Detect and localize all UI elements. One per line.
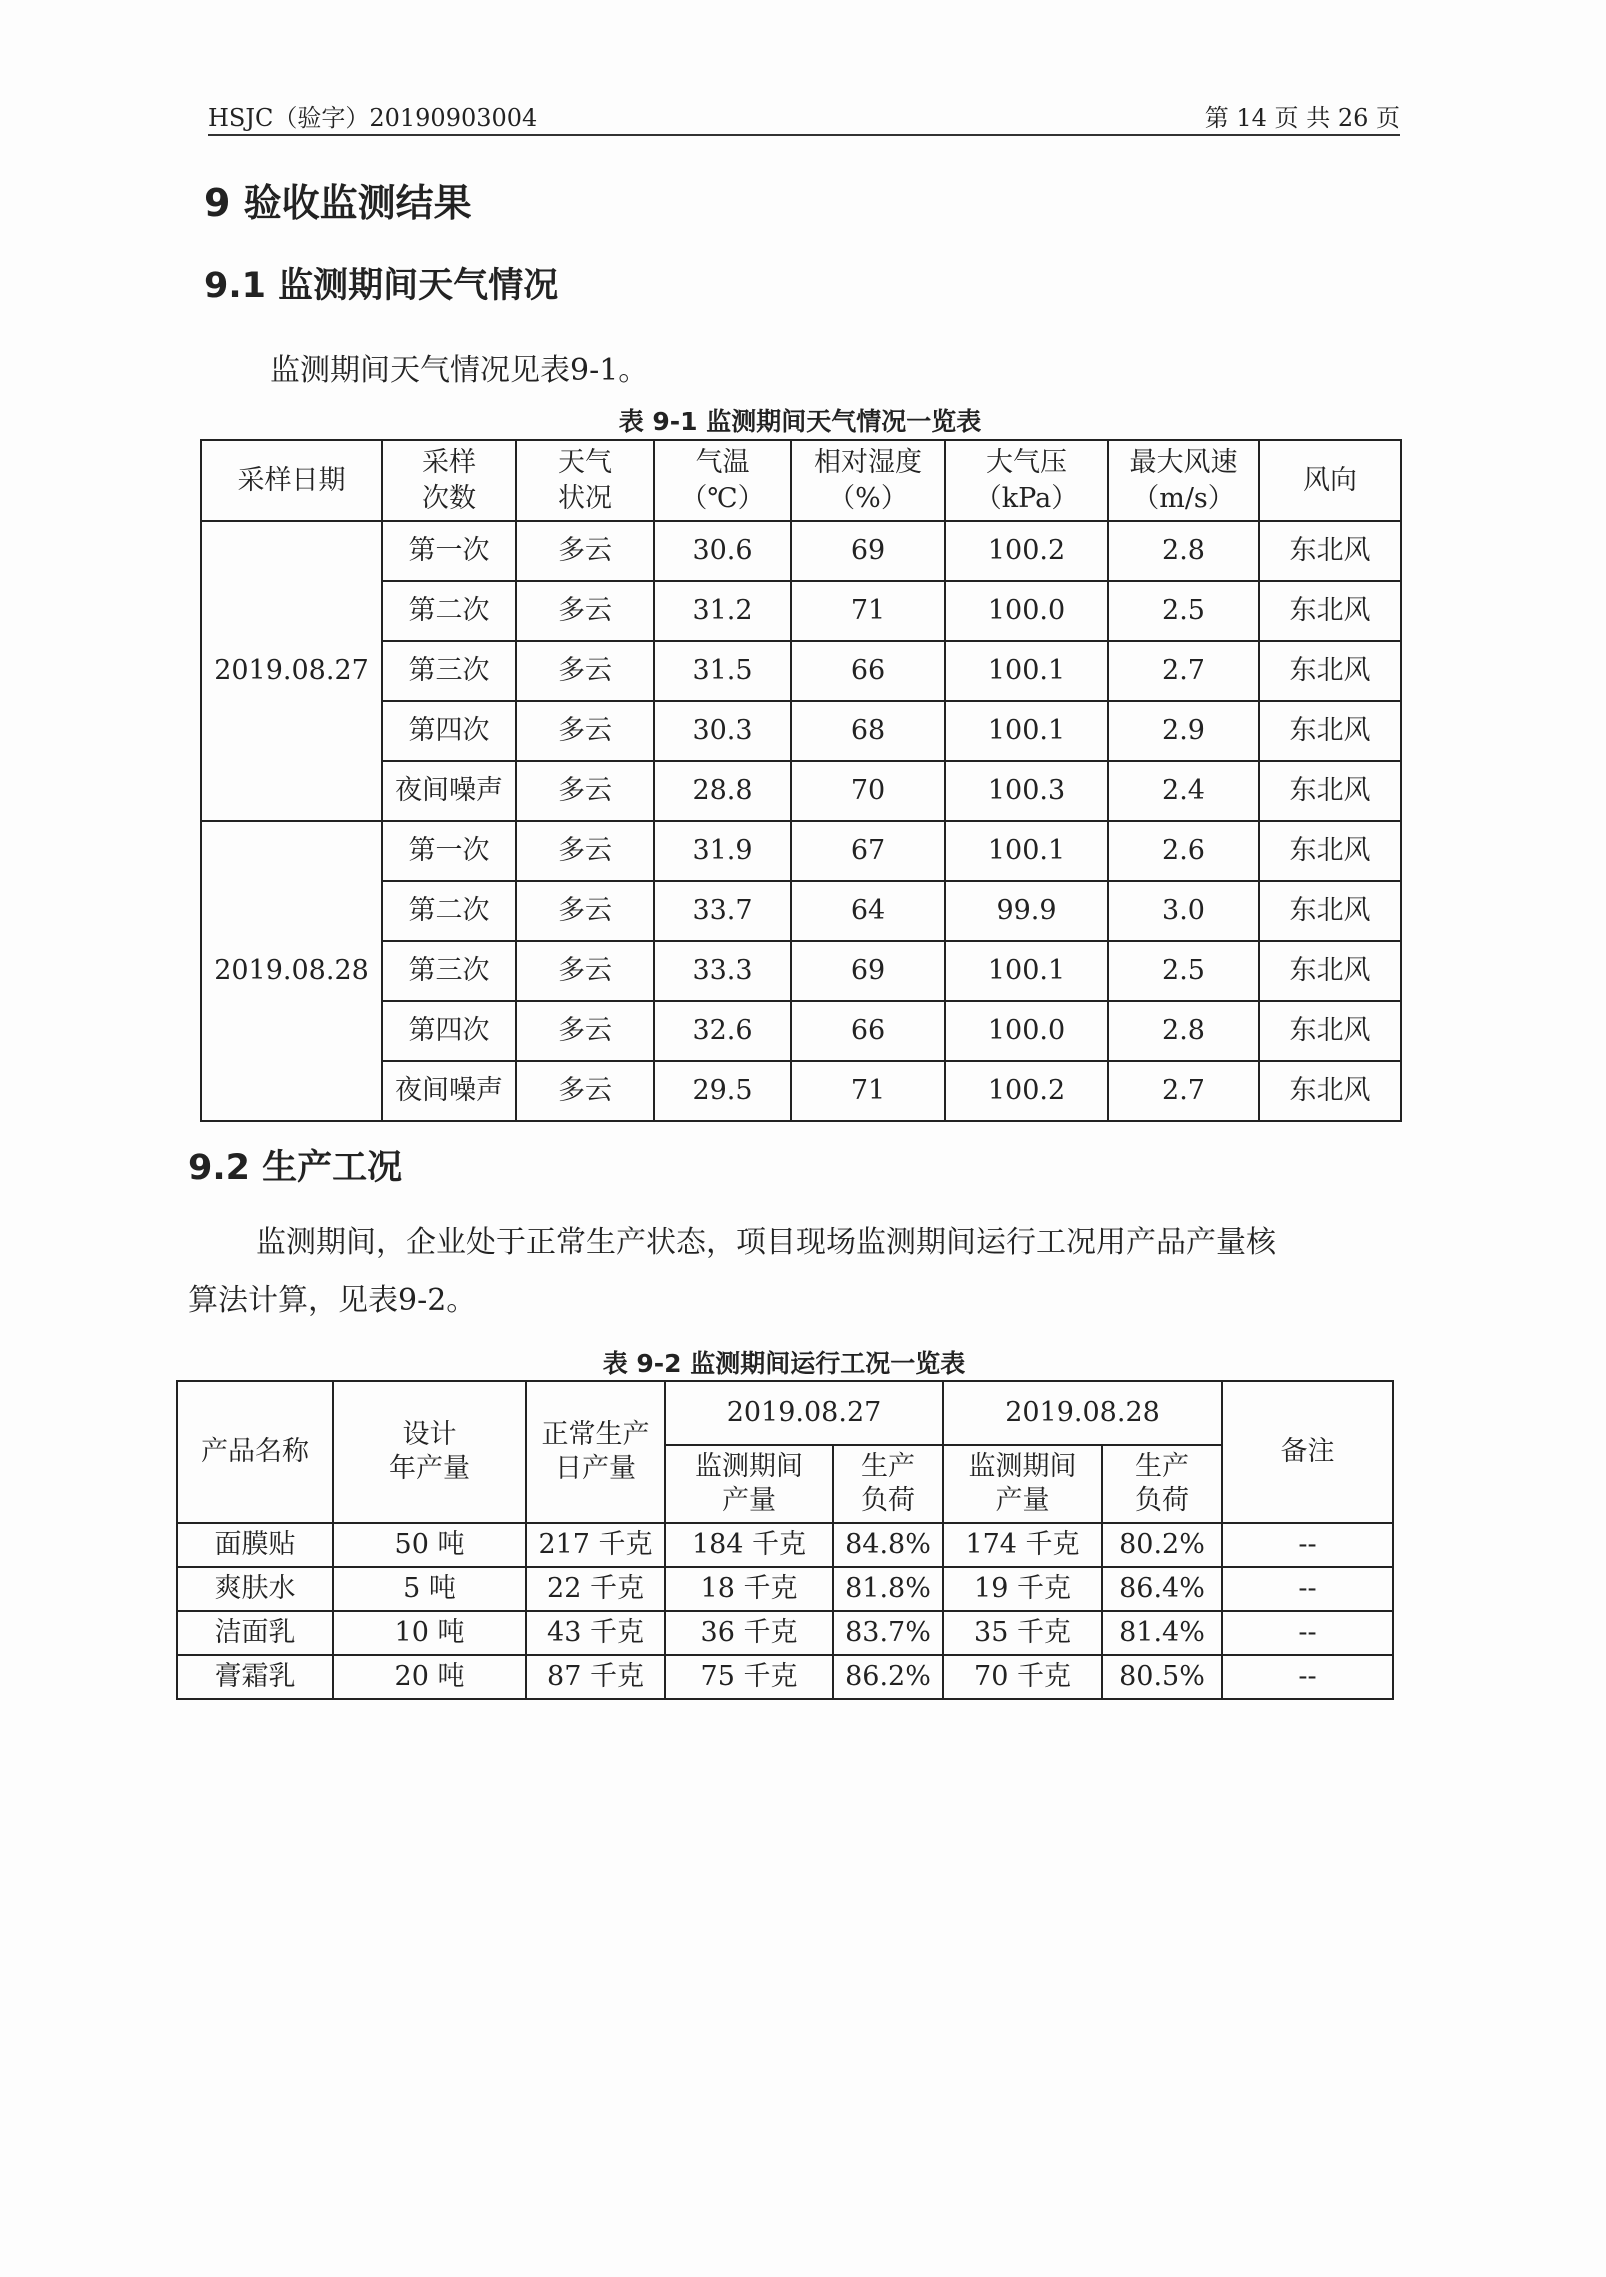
table-cell: 36 千克 bbox=[665, 1611, 833, 1655]
table-9-1-caption: 表 9-1 监测期间天气情况一览表 bbox=[618, 407, 982, 436]
header-line: 最大风速 bbox=[1129, 446, 1238, 478]
table-cell: 2.8 bbox=[1108, 521, 1259, 581]
table-9-2-caption: 表 9-2 监测期间运行工况一览表 bbox=[602, 1349, 966, 1378]
table-cell: 80.2% bbox=[1102, 1523, 1222, 1567]
table-cell: 84.8% bbox=[833, 1523, 943, 1567]
header-cell: 备注 bbox=[1222, 1381, 1393, 1523]
table-cell: 43 千克 bbox=[526, 1611, 665, 1655]
header-cell: 风向 bbox=[1259, 440, 1401, 521]
table-cell: 第一次 bbox=[382, 821, 516, 881]
table-cell: 2.7 bbox=[1108, 1061, 1259, 1121]
table-cell: 多云 bbox=[516, 641, 654, 701]
table-cell: 87 千克 bbox=[526, 1655, 665, 1699]
table-row bbox=[177, 1567, 1393, 1611]
table-cell: 217 千克 bbox=[526, 1523, 665, 1567]
production-table bbox=[176, 1380, 1394, 1700]
section-9-1-title: 9.1 监测期间天气情况 bbox=[204, 266, 559, 306]
table-cell: 第二次 bbox=[382, 881, 516, 941]
table-cell: 28.8 bbox=[654, 761, 791, 821]
header-line: 负荷 bbox=[1135, 1485, 1189, 1516]
table-cell: 2.5 bbox=[1108, 581, 1259, 641]
table-cell: 67 bbox=[791, 821, 945, 881]
document-id: HSJC（验字）20190903004 bbox=[208, 104, 538, 132]
header-line: （%） bbox=[828, 482, 908, 514]
section-9-2-para-line1: 监测期间，企业处于正常生产状态，项目现场监测期间运行工况用产品产量核 bbox=[256, 1225, 1276, 1260]
header-line: （℃） bbox=[680, 482, 765, 514]
section-9-title: 9 验收监测结果 bbox=[204, 181, 472, 225]
table-cell: 70 bbox=[791, 761, 945, 821]
table-cell: 2.5 bbox=[1108, 941, 1259, 1001]
header-line: 设计 bbox=[402, 1419, 457, 1450]
table-cell: 19 千克 bbox=[943, 1567, 1102, 1611]
table-cell: 多云 bbox=[516, 881, 654, 941]
table-cell: 70 千克 bbox=[943, 1655, 1102, 1699]
table-cell: 东北风 bbox=[1259, 761, 1401, 821]
table-row bbox=[201, 821, 1401, 881]
header-cell bbox=[791, 440, 945, 521]
header-line: （m/s） bbox=[1132, 482, 1235, 514]
table-cell: 184 千克 bbox=[665, 1523, 833, 1567]
header-line: 日产量 bbox=[555, 1453, 636, 1484]
header-line: （kPa） bbox=[974, 482, 1079, 514]
table-cell: 东北风 bbox=[1259, 581, 1401, 641]
table-cell: 5 吨 bbox=[333, 1567, 526, 1611]
table-cell: 33.3 bbox=[654, 941, 791, 1001]
table-cell: 第一次 bbox=[382, 521, 516, 581]
table-cell: 35 千克 bbox=[943, 1611, 1102, 1655]
section-9-2-para-line2: 算法计算，见表9-2。 bbox=[188, 1283, 477, 1318]
table-cell: 100.1 bbox=[945, 941, 1108, 1001]
table-cell: 东北风 bbox=[1259, 521, 1401, 581]
header-line: 监测期间 bbox=[968, 1451, 1077, 1482]
table-cell: 3.0 bbox=[1108, 881, 1259, 941]
table-cell: 东北风 bbox=[1259, 941, 1401, 1001]
table-cell: 81.4% bbox=[1102, 1611, 1222, 1655]
header-cell bbox=[833, 1445, 943, 1523]
table-cell: 100.2 bbox=[945, 1061, 1108, 1121]
header-line: 产量 bbox=[995, 1485, 1050, 1516]
header-line: 负荷 bbox=[861, 1485, 915, 1516]
section-9-2-title: 9.2 生产工况 bbox=[188, 1148, 403, 1188]
table-cell: -- bbox=[1222, 1655, 1393, 1699]
table-cell: 20 吨 bbox=[333, 1655, 526, 1699]
table-cell: 东北风 bbox=[1259, 1001, 1401, 1061]
table-row bbox=[177, 1611, 1393, 1655]
table-cell: 第三次 bbox=[382, 941, 516, 1001]
header-line: 正常生产 bbox=[541, 1419, 650, 1450]
table-cell: 50 吨 bbox=[333, 1523, 526, 1567]
table-cell: 80.5% bbox=[1102, 1655, 1222, 1699]
table-cell: 81.8% bbox=[833, 1567, 943, 1611]
weather-table bbox=[200, 439, 1402, 1122]
table-cell: 32.6 bbox=[654, 1001, 791, 1061]
table-cell: 多云 bbox=[516, 581, 654, 641]
table-cell: 第四次 bbox=[382, 701, 516, 761]
table-cell: 31.5 bbox=[654, 641, 791, 701]
table-cell: 100.2 bbox=[945, 521, 1108, 581]
header-cell: 2019.08.28 bbox=[943, 1381, 1222, 1445]
table-cell: 10 吨 bbox=[333, 1611, 526, 1655]
table-cell: 64 bbox=[791, 881, 945, 941]
header-line: 生产 bbox=[861, 1451, 915, 1482]
table-cell: 洁面乳 bbox=[177, 1611, 333, 1655]
table-cell: 33.7 bbox=[654, 881, 791, 941]
table-cell: 第二次 bbox=[382, 581, 516, 641]
table-row bbox=[177, 1655, 1393, 1699]
table-cell: 2.8 bbox=[1108, 1001, 1259, 1061]
table-cell: 86.4% bbox=[1102, 1567, 1222, 1611]
header-line: 次数 bbox=[422, 482, 476, 514]
table-cell: 174 千克 bbox=[943, 1523, 1102, 1567]
table-cell: 多云 bbox=[516, 821, 654, 881]
table-cell: 夜间噪声 bbox=[382, 761, 516, 821]
table-cell: 多云 bbox=[516, 1001, 654, 1061]
header-line: 大气压 bbox=[986, 446, 1067, 478]
table-cell: 东北风 bbox=[1259, 641, 1401, 701]
table-row bbox=[201, 521, 1401, 581]
table-cell: 100.1 bbox=[945, 641, 1108, 701]
header-line: 状况 bbox=[558, 482, 612, 514]
header-cell bbox=[516, 440, 654, 521]
table-cell: 100.1 bbox=[945, 821, 1108, 881]
header-line: 天气 bbox=[558, 446, 612, 478]
header-cell bbox=[333, 1381, 526, 1523]
table-cell: 99.9 bbox=[945, 881, 1108, 941]
table-cell: 多云 bbox=[516, 521, 654, 581]
header-line: 产量 bbox=[722, 1485, 776, 1516]
table-cell: 多云 bbox=[516, 941, 654, 1001]
table-cell: 69 bbox=[791, 941, 945, 1001]
header-line: 相对湿度 bbox=[814, 446, 922, 478]
table-cell: 31.9 bbox=[654, 821, 791, 881]
header-cell bbox=[945, 440, 1108, 521]
table-cell: 100.3 bbox=[945, 761, 1108, 821]
table-cell: 100.0 bbox=[945, 1001, 1108, 1061]
header-cell bbox=[943, 1445, 1102, 1523]
header-cell bbox=[1102, 1445, 1222, 1523]
table-cell: 68 bbox=[791, 701, 945, 761]
table-cell: 75 千克 bbox=[665, 1655, 833, 1699]
table-cell: 2.9 bbox=[1108, 701, 1259, 761]
sample-date-cell: 2019.08.28 bbox=[201, 821, 382, 1121]
weather-table-header bbox=[201, 440, 1401, 521]
table-cell: 第三次 bbox=[382, 641, 516, 701]
header-cell: 2019.08.27 bbox=[665, 1381, 943, 1445]
table-cell: -- bbox=[1222, 1567, 1393, 1611]
table-cell: 69 bbox=[791, 521, 945, 581]
table-cell: 东北风 bbox=[1259, 881, 1401, 941]
table-cell: 第四次 bbox=[382, 1001, 516, 1061]
table-row bbox=[177, 1523, 1393, 1567]
table-cell: 2.4 bbox=[1108, 761, 1259, 821]
table-cell: 2.6 bbox=[1108, 821, 1259, 881]
header-cell bbox=[382, 440, 516, 521]
page-header bbox=[208, 96, 1400, 136]
table-cell: 2.7 bbox=[1108, 641, 1259, 701]
header-line: 监测期间 bbox=[695, 1451, 803, 1482]
header-cell bbox=[1108, 440, 1259, 521]
table-cell: 31.2 bbox=[654, 581, 791, 641]
table-cell: 夜间噪声 bbox=[382, 1061, 516, 1121]
table-cell: 多云 bbox=[516, 1061, 654, 1121]
table-cell: 多云 bbox=[516, 701, 654, 761]
production-table-header-row1 bbox=[177, 1381, 1393, 1445]
table-cell: 东北风 bbox=[1259, 821, 1401, 881]
table-cell: 东北风 bbox=[1259, 1061, 1401, 1121]
table-cell: 66 bbox=[791, 641, 945, 701]
table-cell: 22 千克 bbox=[526, 1567, 665, 1611]
table-cell: -- bbox=[1222, 1611, 1393, 1655]
table-cell: 66 bbox=[791, 1001, 945, 1061]
header-cell bbox=[654, 440, 791, 521]
table-cell: 29.5 bbox=[654, 1061, 791, 1121]
header-line: 年产量 bbox=[389, 1453, 470, 1484]
header-cell bbox=[526, 1381, 665, 1523]
header-cell bbox=[665, 1445, 833, 1523]
table-cell: 83.7% bbox=[833, 1611, 943, 1655]
header-cell: 采样日期 bbox=[201, 440, 382, 521]
table-cell: 爽肤水 bbox=[177, 1567, 333, 1611]
table-cell: 18 千克 bbox=[665, 1567, 833, 1611]
table-cell: 30.3 bbox=[654, 701, 791, 761]
table-cell: 膏霜乳 bbox=[177, 1655, 333, 1699]
table-cell: 100.0 bbox=[945, 581, 1108, 641]
header-line: 采样 bbox=[422, 446, 476, 478]
table-cell: 71 bbox=[791, 581, 945, 641]
table-cell: 71 bbox=[791, 1061, 945, 1121]
header-line: 生产 bbox=[1135, 1451, 1189, 1482]
section-9-1-intro: 监测期间天气情况见表9-1。 bbox=[270, 353, 649, 388]
table-cell: 东北风 bbox=[1259, 701, 1401, 761]
header-line: 气温 bbox=[695, 446, 750, 478]
sample-date-cell: 2019.08.27 bbox=[201, 521, 382, 821]
header-cell: 产品名称 bbox=[177, 1381, 333, 1523]
table-cell: 多云 bbox=[516, 761, 654, 821]
table-cell: 30.6 bbox=[654, 521, 791, 581]
table-cell: -- bbox=[1222, 1523, 1393, 1567]
page-number: 第 14 页 共 26 页 bbox=[1204, 104, 1400, 132]
table-cell: 100.1 bbox=[945, 701, 1108, 761]
table-cell: 面膜贴 bbox=[177, 1523, 333, 1567]
table-cell: 86.2% bbox=[833, 1655, 943, 1699]
